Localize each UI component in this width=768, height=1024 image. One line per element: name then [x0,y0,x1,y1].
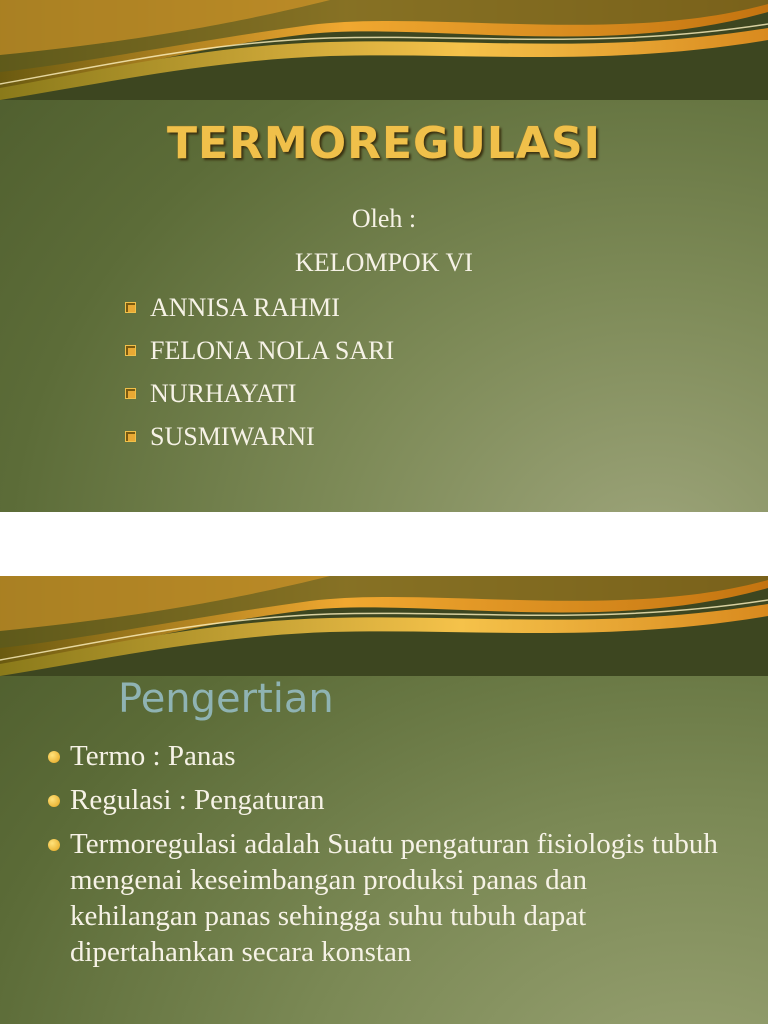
by-label: Oleh : [351,204,417,233]
list-item [125,329,394,372]
member-name: SUSMIWARNI [150,421,315,451]
square-bullet-icon [125,431,136,442]
list-item [48,826,718,970]
slide-heading: Pengertian [118,676,334,722]
member-name: NURHAYATI [150,378,297,408]
group-name: KELOMPOK VI [295,248,473,277]
decorative-wave-banner [0,0,768,100]
definition-slide [0,576,768,1024]
decorative-wave-banner [0,576,768,676]
bullet-text: Termo : Panas [70,740,236,772]
list-item [125,286,394,329]
list-item [48,782,718,818]
list-item [48,738,718,774]
list-item [125,372,394,415]
slide-separator [0,512,768,576]
slide-title: TERMOREGULASI [166,118,602,169]
bullet-text: Termoregulasi adalah Suatu pengaturan fisiologis tubuh mengenai keseimbangan produksi panas dan kehilangan panas sehingga suhu tubuh dapat dipertahankan secara konstan [70,828,718,968]
square-bullet-icon [125,388,136,399]
bullet-text: Regulasi : Pengaturan [70,784,325,816]
round-bullet-icon [48,751,60,763]
square-bullet-icon [125,345,136,356]
list-item [125,415,394,458]
round-bullet-icon [48,795,60,807]
round-bullet-icon [48,839,60,851]
member-name: ANNISA RAHMI [150,292,340,322]
member-name: FELONA NOLA SARI [150,335,395,365]
square-bullet-icon [125,302,136,313]
definition-list [48,738,718,978]
member-list [125,286,394,458]
